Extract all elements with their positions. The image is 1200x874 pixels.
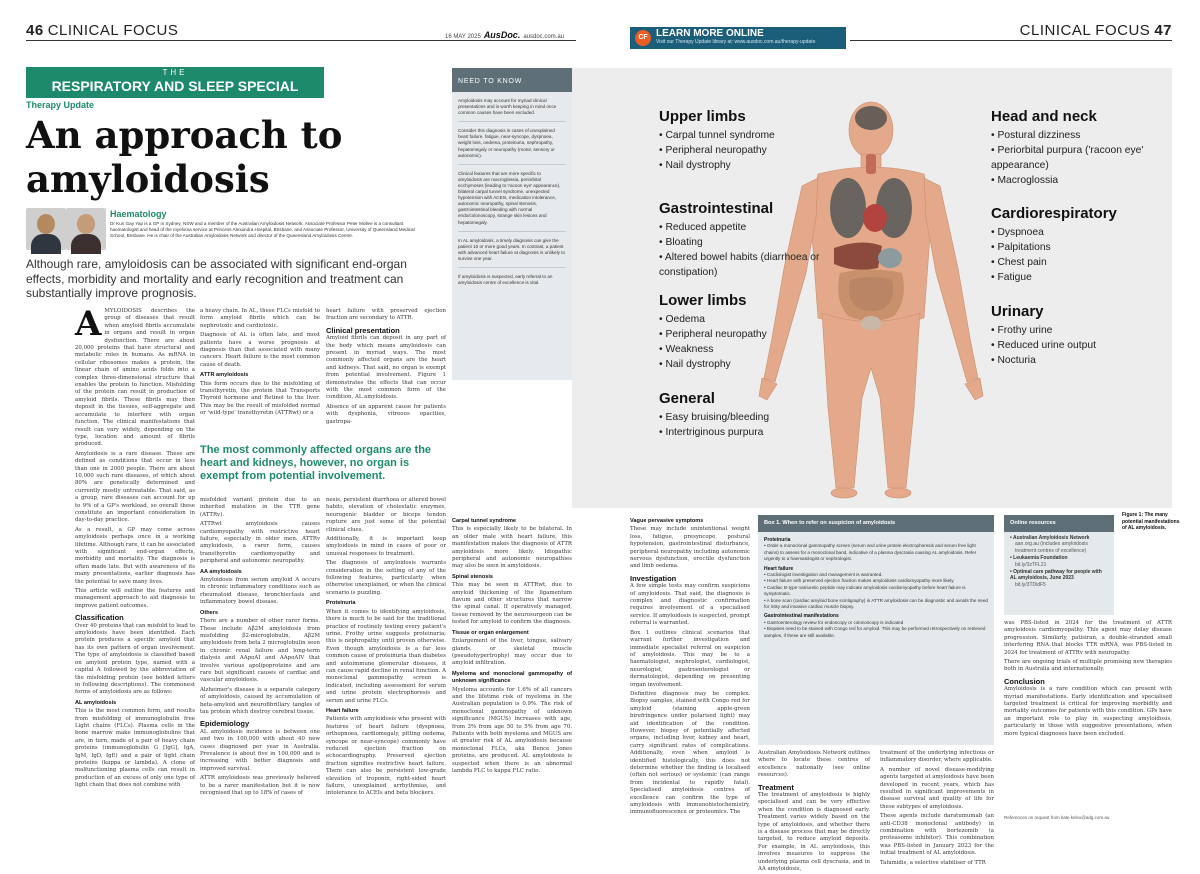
paragraph: The treatment of amyloidosis is highly specialised and can be very effective when the condition is diagnosed early. Treatment varies widely based on the type of amyloidosis, and whether there is a disease process that may be directly targeted, to reduce amyloid deposits. For example, in AL amyloidosis, this involves measures to suppress the underlying plasma cell dyscrasia, and in AA amyloidosis,: [758, 792, 870, 873]
group-title: Cardiorespiratory: [991, 205, 1117, 222]
box-item: • Order a monoclonal gammopathy screen (serum and urine protein electrophoresis and serum free light chains) to assess for a monoclonal band, indicative of a plasma dyscrasia causing AL amyloidosis. Refer urgently to a haematologist or nephrologist.: [764, 543, 988, 562]
subheading: Conclusion: [1004, 676, 1045, 686]
subheading: Clinical presentation: [326, 325, 400, 335]
need-to-know-item: Clinical features that are more specific to amyloidosis are macroglossia, periorbital ecchymoses (leading to 'racoon eye' appearance), bilateral carpal tunnel syndrome, unexpected hypotension with ACEIs, medication intolerance, autonomic neuropathy, spinal stenosis, gastrointestinal bleeding with normal endo/colonoscopy, strange skin lesions and hepatomegaly.: [458, 171, 566, 232]
symptom-item: • Dyspnoea: [991, 225, 1117, 240]
need-to-know-heading: NEED TO KNOW: [452, 68, 572, 92]
paragraph: Patients with amyloidosis who present with features of heart failure (dyspnoea, orthopnoea, cardiomegaly, pitting oedema, syncope or near-syncope) commonly have reduced ejection fraction on echocardiography. Preserved ejection fraction signifies restrictive heart failure. There can also be persistent low-grade elevation of troponin, right-sided heart failure, unexplained arrhythmias, and intolerance to ACEIs and beta blockers.: [326, 716, 446, 797]
paragraph: This form occurs due to the misfolding of transthyretin, the protein that Transports Thyroid hormone and Retinol to the liver. This may be the result of misfolded normal or 'wild-type' transthyretin (ATTRwt) or a: [200, 380, 320, 417]
paragraph: treatment of the underlying infectious or inflammatory disorder, where applicable.: [880, 750, 994, 764]
paragraph: AL amyloidosis incidence is between one and two in 100,000 with about 40 new cases diagnosed per year in Australia. Prevalence is about five in 100,000 and is increasing with better diagnosis and improved survival.: [200, 728, 320, 772]
symptom-item: • Peripheral neuropathy: [659, 143, 775, 158]
header-rule-left: [26, 40, 576, 41]
box-item: • Cardiologist investigation and management is warranted.: [764, 572, 988, 578]
symptom-item: • Periorbital purpura ('racoon eye' appearance): [991, 143, 1166, 173]
online-resources-box: [1004, 515, 1114, 615]
box-1-heading: Box 1. When to refer on suspicion of amyloidosis: [758, 515, 994, 532]
brain-icon: [855, 106, 887, 130]
figure-group-head-and-neck: [991, 108, 1166, 188]
group-title: Lower limbs: [659, 292, 747, 309]
paragraph: Amyloidosis from serum amyloid A occurs in chronic inflammatory conditions such as rheumatoid disease, bronchiectasis and inflammatory bowel disease.: [200, 577, 320, 606]
resource-item: [1010, 555, 1108, 568]
paragraph: heart failure with preserved ejection fraction are secondary to ATTR.: [326, 308, 446, 322]
body-column-9: [880, 750, 994, 866]
paragraph: Alzheimer's disease is a separate category of amyloidosis, caused by accumulation of beta-amyloid and neurofibrillary tangles of tau protein which destroy cerebral tissue.: [200, 686, 320, 715]
resource-link[interactable]: bit.ly/3TDidF5: [1015, 581, 1046, 588]
minor-heading: Others: [200, 609, 219, 616]
figure-body-manifestations: [572, 68, 1172, 508]
page-number-left: 46: [26, 22, 44, 39]
need-to-know-item: Amyloidosis may account for myriad clinical presentations and is worth keeping in mind once common causes have been excluded.: [458, 98, 566, 122]
section-tab: [26, 67, 324, 98]
need-to-know-item: Consider this diagnosis in cases of unexplained heart failure, fatigue, near-syncope, dyspnoea, weight loss, oedema, proteinuria, nephropathy, hepatomegaly or neuropathy (motor, sensory or autonomic).: [458, 128, 566, 164]
resource-item: [1010, 535, 1108, 554]
paragraph: a heavy chain. In AL, these FLCs misfold to form amyloid fibrils which can be nephrotoxic and cardiotoxic.: [200, 308, 320, 329]
group-title: Gastrointestinal: [659, 200, 774, 217]
paragraph: As a result, a GP may come across amyloidosis perhaps once in a working lifetime. Although rare, it can be associated with significant end-organ effects, morbidity and mortality. The diagnosis is often made late. But with awareness of its many presentations, earlier diagnosis has the potential to save many lives.: [75, 526, 195, 585]
symptom-item: • Peripheral neuropathy: [659, 327, 767, 342]
box-item: • Cardiac B-type natriuretic peptide may indicate amyloidosis cardiomyopathy before heart failure is symptomatic.: [764, 585, 988, 598]
box-item: • Heart failure with preserved ejection fraction makes amyloidosis cardiomyopathy more likely.: [764, 578, 988, 584]
group-title: Upper limbs: [659, 108, 746, 125]
box-1-referral: [758, 515, 994, 745]
page-header: [0, 0, 1200, 52]
subheading: Investigation: [630, 573, 677, 583]
minor-heading: Heart failure: [326, 707, 359, 714]
paragraph: This article will outline the features and management approach to aid diagnosis to improve patient outcomes.: [75, 588, 195, 609]
minor-heading: Carpal tunnel syndrome: [452, 518, 517, 524]
paragraph: ATTR amyloidosis was previously believed to be a rarer manifestation but it is now recognised that up to 18% of cases of: [200, 775, 320, 797]
heart-icon: [863, 204, 887, 232]
body-column-8: [758, 750, 870, 873]
author-photo-yap: [26, 208, 66, 250]
symptom-item: • Weakness: [659, 342, 767, 357]
paragraph: Enlargement of the liver, tongue, salivary glands, or skeletal muscle (pseudohypertrophy) may occur due to amyloid infiltration.: [452, 638, 572, 667]
section-label-right: CLINICAL FOCUS: [1019, 22, 1151, 39]
symptom-item: • Fatigue: [991, 270, 1117, 285]
paragraph: Tafamidis, a selective stabiliser of TTR: [880, 859, 986, 866]
author-byline: Dr Kun Gay Yap is a GP in Sydney, NSW and a member of the Australian Amyloidosis Network. Associate Professor Peter Mollee is a consultant haematologist and head of the myeloma service at Princess Alexandra Hospital, Brisbane, and Associate Professor, University of Queensland Medical School, Brisbane. He is chair of the Australian Amyloidosis Network and director of the Queensland Amyloidosis Centre.: [110, 221, 415, 238]
symptom-item: • Reduced urine output: [991, 338, 1096, 353]
paragraph: A few simple tests may confirm suspicions of amyloidosis. That said, the diagnosis is complex and diagnostic confirmation requires involvement of a specialised service. If amyloidosis is suspected, prompt referral is warranted.: [630, 583, 750, 627]
paragraph: misfolded variant protein due to an inherited mutation in the TTR gene (ATTRv).: [200, 497, 320, 518]
body-column-2: [200, 308, 320, 436]
paragraph: There are a number of other rarer forms. These include Aβ2M amyloidosis from misfolding β2-microglobulin, Aβ2M amyloidosis from beta 2 microglobulin seen in chronic renal failure and long-term dialysis and AApoAI and AApoAIV that involve various apolipoproteins and are rare but significant causes of cardiac and vascular amyloidosis.: [200, 618, 320, 684]
header-rule-right: [850, 40, 1172, 41]
symptom-item: • Reduced appetite: [659, 220, 849, 235]
learn-more-banner[interactable]: [630, 27, 846, 49]
section-label-left: CLINICAL FOCUS: [47, 22, 179, 39]
box-item: • Biopsies need to be stained with Congo red for amyloid. This may be performed retrospectively on retrieved samples, if these are still available.: [764, 626, 988, 639]
body-column-10: [1004, 620, 1172, 812]
paragraph: When it comes to identifying amyloidosis, there is much to be said for the traditional practice of routinely testing every patient's urine. Frothy urine suggests proteinuria; this is nephropathy until proven otherwise. Even though amyloidosis is a far less common cause of proteinuria than diabetes and autoimmune glomerular diseases, it can cause rapid decline in renal function. A monoclonal gammopathy screen is indicated, including assessment for serum and urine protein electrophoresis and serum and urine FLCs.: [326, 608, 446, 704]
folio-left: [26, 22, 178, 39]
minor-heading: Spinal stenosis: [452, 573, 494, 580]
paragraph: was PBS-listed in 2024 for the treatment of ATTR amyloidosis cardiomyopathy. This agent may delay disease progression. Similarly, patisiran, a double-stranded small interfering RNA that blocks TTR mRNA, was PBS-listed in 2024 for treatment of ATTRv with neuropathy.: [1004, 620, 1172, 656]
paragraph: These may include unintentional weight loss, fatigue, presyncope, postural hypotension, gastrointestinal disturbance, peripheral neuropathy including autonomic nervous dysfunction, erectile dysfunction and limb oedema.: [630, 526, 750, 570]
paragraph: nesis, persistent diarrhoea or altered bowel habits, elevation of cholestatic enzymes, neurogenic bladder or biceps tendon rupture are just some of the potential clinical clues.: [326, 497, 446, 533]
subheading: Classification: [75, 613, 124, 623]
references-note: References on request from kate kelso@adg.com.au: [1004, 815, 1110, 820]
page-number-right: 47: [1154, 22, 1172, 39]
symptom-item: • Nail dystrophy: [659, 357, 767, 372]
figure-caption: Figure 1: The many potential manifestations of AL amyloidosis.: [1122, 512, 1180, 531]
site-url: ausdoc.com.au: [523, 34, 565, 40]
paragraph: ATTRwt amyloidosis causes cardiomyopathy with restrictive heart failure, especially in older men. ATTRv amyloidosis, a rarer form, causes transthyretin cardiomyopathy and peripheral and autonomic neuropathy.: [200, 521, 320, 565]
paragraph: Additionally, it is important keep amyloidosis in mind in cases of poor or unusual responses to treatment.: [326, 536, 446, 557]
paragraph: This may be seen in ATTRwt, due to amyloid thickening of the ligamentum flavum and other structures that narrow the spinal canal. If operatively managed, tissue removed by the neurosurgeon can be tested for amyloid to confirm the diagnosis.: [452, 582, 572, 626]
paragraph: MYLOIDOSIS describes the group of diseases that result when amyloid fibrils accumulate in organs and result in organ dysfunction. There are about 20,000 proteins that have structural and metabolic roles in humans. As mRNA in cellular ribosomes makes a protein, the linear chain of amino acids folds into a complex three-dimensional structure that enables the protein to function. Misfolding of the protein can result in production of amyloid fibrils. These fibrils may then deposit in the tissues, self-aggregate and accumulate to interfere with organ function. The clinical manifestations that result can vary widely, depending on the type, location and amount of fibrils produced.: [75, 308, 195, 448]
minor-heading: AA amyloidosis: [200, 568, 242, 575]
symptom-item: • Intertriginous purpura: [659, 425, 769, 440]
article-headline: An approach to amyloidosis: [26, 113, 343, 201]
symptom-item: • Postural dizziness: [991, 128, 1166, 143]
minor-heading: ATTR amyloidosis: [200, 372, 249, 379]
paragraph: Myeloma accounts for 1.6% of all cancers and the lifetime risk of myeloma in the Australian population is 0.9%. The risk of monoclonal gammopathy of unknown significance (MGUS) increases with age, from 3% from age 50 to 5% from age 70. Patients with both myeloma and MGUS are at greater risk of AL amyloidosis because monoclonal FLCs, aka Bence Jones proteins, are produced. AL amyloidosis is suspected when there is an abnormal lambda FLC to kappa FLC ratio.: [452, 686, 572, 774]
brand-logo: AusDoc.: [483, 30, 521, 40]
specialty-label: Haematology: [110, 209, 167, 219]
symptom-item: • Altered bowel habits (diarrhoea or constipation): [659, 250, 849, 280]
symptom-item: • Palpitations: [991, 240, 1117, 255]
body-column-3: [326, 308, 446, 436]
symptom-item: • Carpal tunnel syndrome: [659, 128, 775, 143]
paragraph: Box 1 outlines clinical scenarios that warrant further investigation and immediate specialist referral on suspicion of amyloidosis. This may be to a haematologist, nephrologist, cardiologist, neurologist, gastroenterologist or dermatologist, depending on presenting organ involvement.: [630, 629, 750, 688]
resource-item: [1010, 569, 1108, 588]
figure-group-lower-limbs: [659, 292, 767, 372]
symptom-item: • Chest pain: [991, 255, 1117, 270]
need-to-know-item: If amyloidosis is suspected, early referral to an amyloidosis centre of excellence is vital.: [458, 273, 553, 286]
symptom-item: • Easy bruising/bleeding: [659, 410, 769, 425]
figure-group-upper-limbs: [659, 108, 775, 173]
cf-badge-icon: CF: [635, 30, 651, 46]
body-column-4: [200, 497, 320, 847]
figure-group-general: [659, 390, 769, 440]
paragraph: Amyloidosis is a rare condition which can present with myriad manifestations. Early identification and specialised targeted treatment is critical for improving morbidity and mortality outcomes for patients with this condition. GPs have an important role to play in suspecting amyloidosis, particularly in those with suggestive presentations, when more typical diagnoses have been excluded.: [1004, 686, 1172, 737]
box-section-title: Heart failure: [764, 565, 794, 572]
paragraph: Definitive diagnosis may be complex. Biopsy samples, stained with Congo red for amyloid (staining apple-green birefringence under polarised light) may aid identification of the condition. However, biopsy of potentially affected organs, including liver, kidney and heart, carry significant rates of complications. Additionally, even when amyloid is identified histologically, this does not determine whether the finding is localised (often not serious) or systemic (can range from incidental to rapidly fatal). Specialised amyloidosis centres of excellence can confirm the type of amyloidosis with immunohistochemistry, immunofluorescence or proteomics. The: [630, 690, 750, 816]
paragraph: This is the most common form, and results from misfolding of immunoglobulin free Light chains (FLCs). Plasma cells in the bone marrow make immunoglobulins that are, in turn, made of a pair of heavy chain proteins (immunoglobulin G [IgG], IgA, IgM, IgD, IgE) and a pair of light chain proteins (kappa or lambda). A clone of malfunctioning plasma cells can result in production of an excess of only one type of light chain that does not combine with: [75, 708, 195, 789]
body-column-1: [75, 304, 195, 808]
group-title: Head and neck: [991, 108, 1097, 125]
paragraph: Amyloidosis is a rare disease. These are defined as conditions that occur in less than one in 2000 people. There are about 10,000 such rare diseases, of which about 80% are genetically determined and currently mostly untreatable. That said, as a group, rare diseases can account for up to 9% of a GP's workload, so overall these constitute an important consideration in day-to-day practice.: [75, 450, 195, 524]
drop-cap: A: [75, 304, 102, 344]
subheading: Epidemiology: [200, 719, 250, 729]
body-column-7: [630, 515, 750, 847]
box-item: • Gastroenterology review for endoscopy or colonoscopy is indicated: [764, 620, 988, 626]
masthead: [445, 30, 564, 40]
section-the: THE: [162, 68, 188, 77]
resource-link[interactable]: bit.ly/3zTFL21: [1015, 561, 1047, 568]
online-resources-heading: Online resources: [1004, 515, 1114, 532]
figure-group-urinary: [991, 303, 1096, 368]
body-column-5: [326, 497, 446, 847]
paragraph: Australian Amyloidosis Network outlines where to locate these centres of excellence nationally (see online resources).: [758, 750, 870, 779]
paragraph: This is especially likely to be bilateral. In an older male with heart failure, this manifestation makes the diagnosis of ATTR amyloidosis more likely. Idiopathic peripheral and autonomic neuropathies may also be seen in amyloidosis.: [452, 526, 572, 570]
section-title: RESPIRATORY AND SLEEP SPECIAL: [51, 78, 299, 94]
paragraph: Over 40 proteins that can misfold to lead to amyloidosis have been identified. Each protein produces a specific amyloid that has its own pattern of organ involvement. The type of amyloidosis is classified based on amyloid protein type, named with a capital A followed by the abbreviation of the misfolding protein (see bolded letters in following descriptions). The commonest forms of amyloidosis are as follows:: [75, 622, 195, 696]
standfirst: Although rare, amyloidosis can be associated with significant end-organ effects, morbidity and mortality and early recognition and treatment can substantially improve prognosis.: [26, 257, 407, 300]
box-item: • A bone scan (cardiac amyloid bone scintigraphy) in ATTR amyloidosis can be diagnostic and avoids the need for risky and invasive cardiac muscle biopsy.: [764, 598, 988, 611]
paragraph: These agents include daratumumab (an anti-CD38 monoclonal antibody) in combination with bortezomib (a proteasome inhibitor). This combination was PBS-listed in January 2023 for the initial treatment of AL amyloidosis.: [880, 813, 994, 857]
symptom-item: • Macroglossia: [991, 173, 1166, 188]
folio-right: [1020, 22, 1172, 39]
symptom-item: • Frothy urine: [991, 323, 1096, 338]
need-to-know-box: [452, 68, 572, 380]
box-section-title: Gastrointestinal manifestations: [764, 613, 839, 620]
resource-name: • Leukaemia Foundation: [1010, 555, 1068, 561]
symptom-item: • Nail dystrophy: [659, 158, 775, 173]
minor-heading: AL amyloidosis: [75, 699, 117, 706]
issue-date: 16 MAY 2025: [445, 34, 481, 40]
resource-name: • Australian Amyloidosis Network: [1010, 535, 1089, 541]
minor-heading: Vague pervasive symptoms: [630, 518, 704, 524]
figure-group-cardiorespiratory: [991, 205, 1117, 285]
paragraph: A number of novel disease-modifying agents targeted at amyloidosis have been developed in recent years, which has resulted in significant improvements in disease survival and quality of life for these subtypes of amyloidosis.: [880, 766, 994, 810]
article-kicker: Therapy Update: [26, 100, 95, 110]
resource-name: • Optimal care pathway for people with AL amyloidosis, June 2023: [1010, 569, 1102, 581]
minor-heading: Myeloma and monoclonal gammopathy of unknown significance: [452, 670, 572, 685]
paragraph: Absence of an apparent cause for patients with dysphonia, vitreous opacities, gastropa-: [326, 403, 446, 425]
symptom-item: • Oedema: [659, 312, 767, 327]
paragraph: The diagnosis of amyloidosis warrants consideration in the setting of any of the following features, particularly when otherwise unexplained, or when the clinical scenario is puzzling.: [326, 560, 446, 596]
subheading: Treatment: [758, 782, 794, 792]
box-section-title: Proteinuria: [764, 537, 791, 543]
resource-link[interactable]: aan.org.au (includes amyloidosis treatment centres of excellence): [1015, 541, 1088, 554]
symptom-item: • Nocturia: [991, 353, 1096, 368]
symptom-item: • Bloating: [659, 235, 849, 250]
pull-quote: The most commonly affected organs are the heart and kidneys, however, no organ is exempt from potential involvement.: [200, 444, 432, 482]
group-title: General: [659, 390, 715, 407]
cta-subtitle[interactable]: Visit our Therapy Update library at: www.ausdoc.com.au/therapy-update: [656, 39, 816, 45]
author-photo-mollee: [66, 208, 106, 250]
minor-heading: Tissue or organ enlargement: [452, 629, 529, 636]
figure-group-gastrointestinal: [659, 200, 849, 280]
paragraph: Diagnosis of AL is often late, and most patients have a worse prognosis at diagnosis than that associated with many cancers. Heart failure is the most common cause of death.: [200, 332, 320, 368]
paragraph: Amyloid fibrils can deposit in any part of the body which means amyloidosis can present in myriad ways. The most commonly affected organs are the heart and kidneys. That said, no organ is exempt from potential involvement. Figure 1 demonstrates the effects that can occur with the most common form of the condition, AL amyloidosis.: [326, 335, 446, 401]
need-to-know-item: In AL amyloidosis, a timely diagnosis can give the patient 10 or more good years. In contrast, a patient with advanced heart failure at diagnosis is unlikely to survive one year.: [458, 238, 566, 268]
body-column-6: [452, 515, 572, 847]
group-title: Urinary: [991, 303, 1044, 320]
cta-headline: LEARN MORE ONLINE: [656, 28, 764, 39]
paragraph: There are ongoing trials of multiple promising new therapies both in Australia and internationally.: [1004, 659, 1172, 673]
minor-heading: Proteinuria: [326, 600, 356, 607]
